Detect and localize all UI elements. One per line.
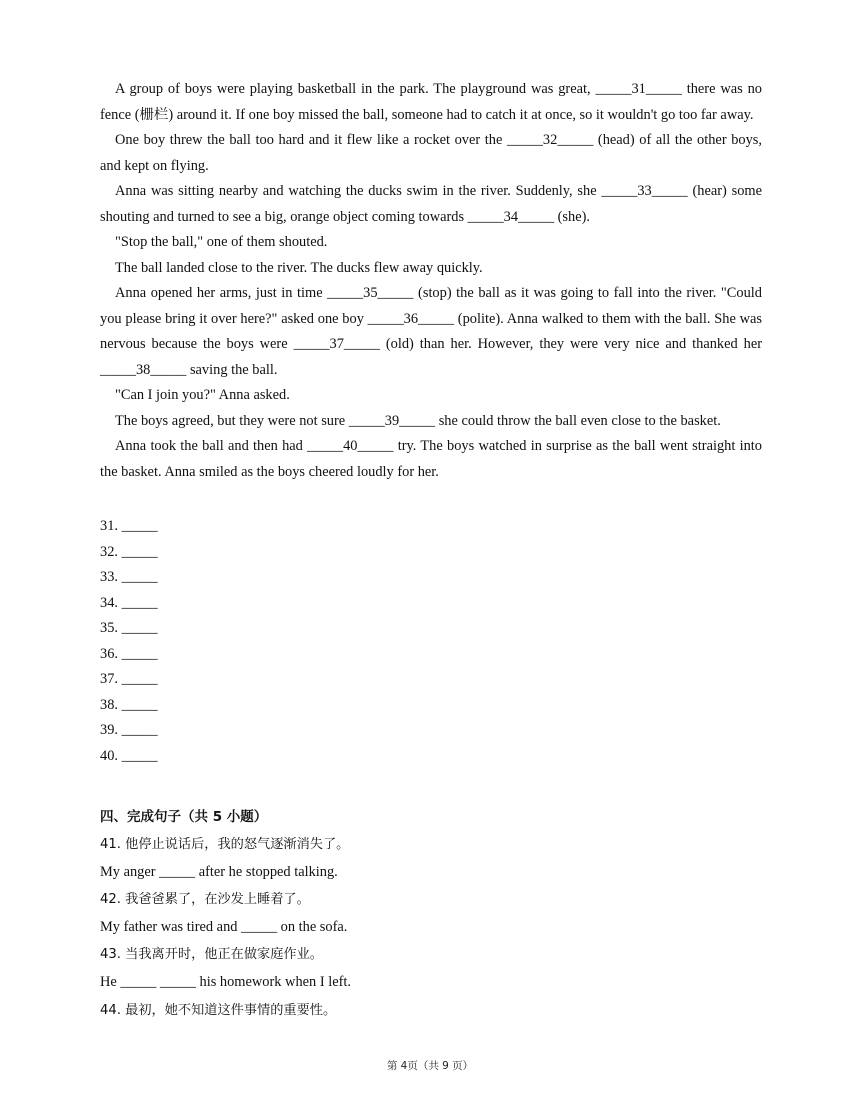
answer-item: 40. _____ (100, 747, 158, 764)
answer-item: 38. _____ (100, 696, 158, 713)
passage-paragraph: The ball landed close to the river. The ducks flew away quickly. (115, 259, 483, 276)
answer-item: 35. _____ (100, 620, 158, 636)
passage-paragraph: Anna took the ball and then had _____40_____ try. The boys watched in surprise as the ball went straight into the basket. Anna smiled as the boys cheered loudly for her. (100, 438, 762, 480)
section-title: 四、完成句子（共 5 小题） (100, 809, 268, 825)
question-chinese: 41. 他停止说话后，我的怒气逐渐消失了。 (100, 837, 350, 852)
answer-item: 36. _____ (100, 645, 158, 662)
page-footer: 第 4页（共 9 页） (386, 1060, 474, 1072)
question-chinese: 42. 我爸爸累了，在沙发上睡着了。 (100, 892, 310, 908)
question-english: My anger _____ after he stopped talking. (100, 863, 338, 880)
answer-item: 31. _____ (100, 518, 158, 534)
answer-item: 39. _____ (100, 722, 158, 738)
passage-paragraph: "Can I join you?" Anna asked. (115, 387, 290, 403)
question-chinese: 43. 当我离开时，他正在做家庭作业。 (100, 947, 323, 963)
reading-passage (100, 77, 762, 485)
question-english: He _____ _____ his homework when I left. (100, 973, 351, 990)
passage-paragraph: Anna was sitting nearby and watching the ducks swim in the river. Suddenly, she _____33_____ (hear) some shouting and turned to see a big, orange object coming towards _____34_____ (she). (100, 183, 762, 225)
passage-paragraph: One boy threw the ball too hard and it flew like a rocket over the _____32_____ (head) of all the other boys, and kept on flying. (100, 132, 762, 174)
answer-item: 37. _____ (100, 671, 158, 687)
section-complete-sentences (100, 804, 780, 1024)
answer-item: 33. _____ (100, 569, 158, 585)
question-english: My father was tired and _____ on the sofa. (100, 918, 348, 935)
answer-item: 32. _____ (100, 543, 158, 560)
passage-paragraph: "Stop the ball," one of them shouted. (115, 234, 328, 250)
answer-item: 34. _____ (100, 594, 158, 611)
question-chinese: 44. 最初，她不知道这件事情的重要性。 (100, 1002, 337, 1018)
passage-paragraph: A group of boys were playing basketball in the park. The playground was great, _____31_____ there was no fence (栅栏) around it. If one boy missed the ball, someone had to catch it at once, so it wouldn't go too far away. (100, 81, 762, 123)
passage-paragraph: The boys agreed, but they were not sure _____39_____ she could throw the ball even close to the basket. (115, 412, 721, 429)
passage-paragraph: Anna opened her arms, just in time _____35_____ (stop) the ball as it was going to fall into the river. "Could you please bring it over here?" asked one boy _____36_____ (polite). Anna walked to them with the ball. She was nervous because the boys were _____37_____ (old) than her. However, they were very nice and thanked her _____38_____ saving the ball. (100, 285, 762, 378)
answer-list (100, 514, 158, 769)
